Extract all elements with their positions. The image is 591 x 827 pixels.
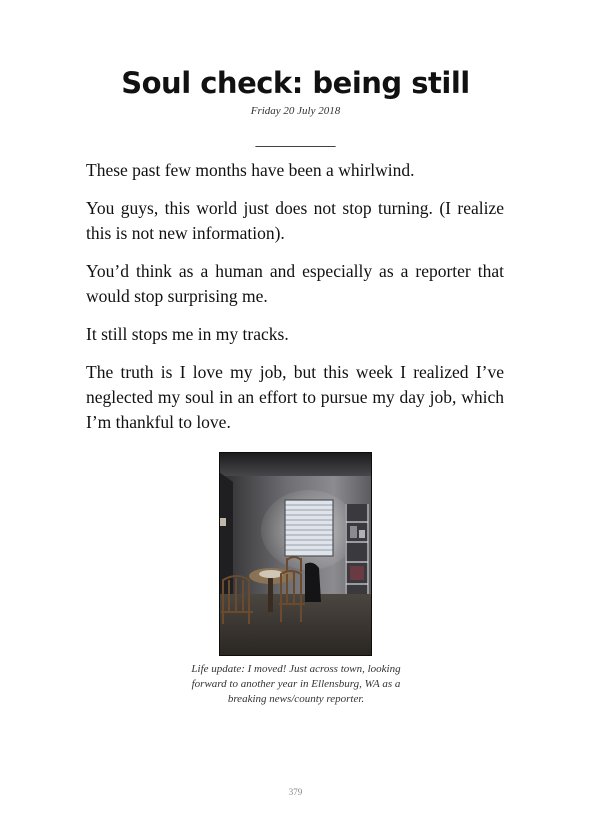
article-photo [219, 452, 372, 656]
article-title: Soul check: being still [121, 66, 470, 100]
paragraph: These past few months have been a whirlwind. [86, 160, 415, 180]
paragraph: You’d think as a human and especially as a reporter that would stop surprising me. [86, 261, 504, 306]
paragraph: The truth is I love my job, but this week I realized I’ve neglected my soul in an effort to pursue my day job, which I’m thankful to love. [86, 362, 504, 432]
page-number: 379 [288, 787, 303, 797]
photo-caption: Life update: I moved! Just across town, looking forward to another year in Ellensburg, WA as a breaking news/county reporter. [191, 663, 401, 705]
title-divider: __________ [255, 132, 336, 149]
paragraph: You guys, this world just does not stop turning. (I realize this is not new information). [86, 198, 504, 243]
article-date: Friday 20 July 2018 [250, 105, 341, 117]
paragraph: It still stops me in my tracks. [86, 324, 289, 344]
article-body [86, 158, 504, 448]
